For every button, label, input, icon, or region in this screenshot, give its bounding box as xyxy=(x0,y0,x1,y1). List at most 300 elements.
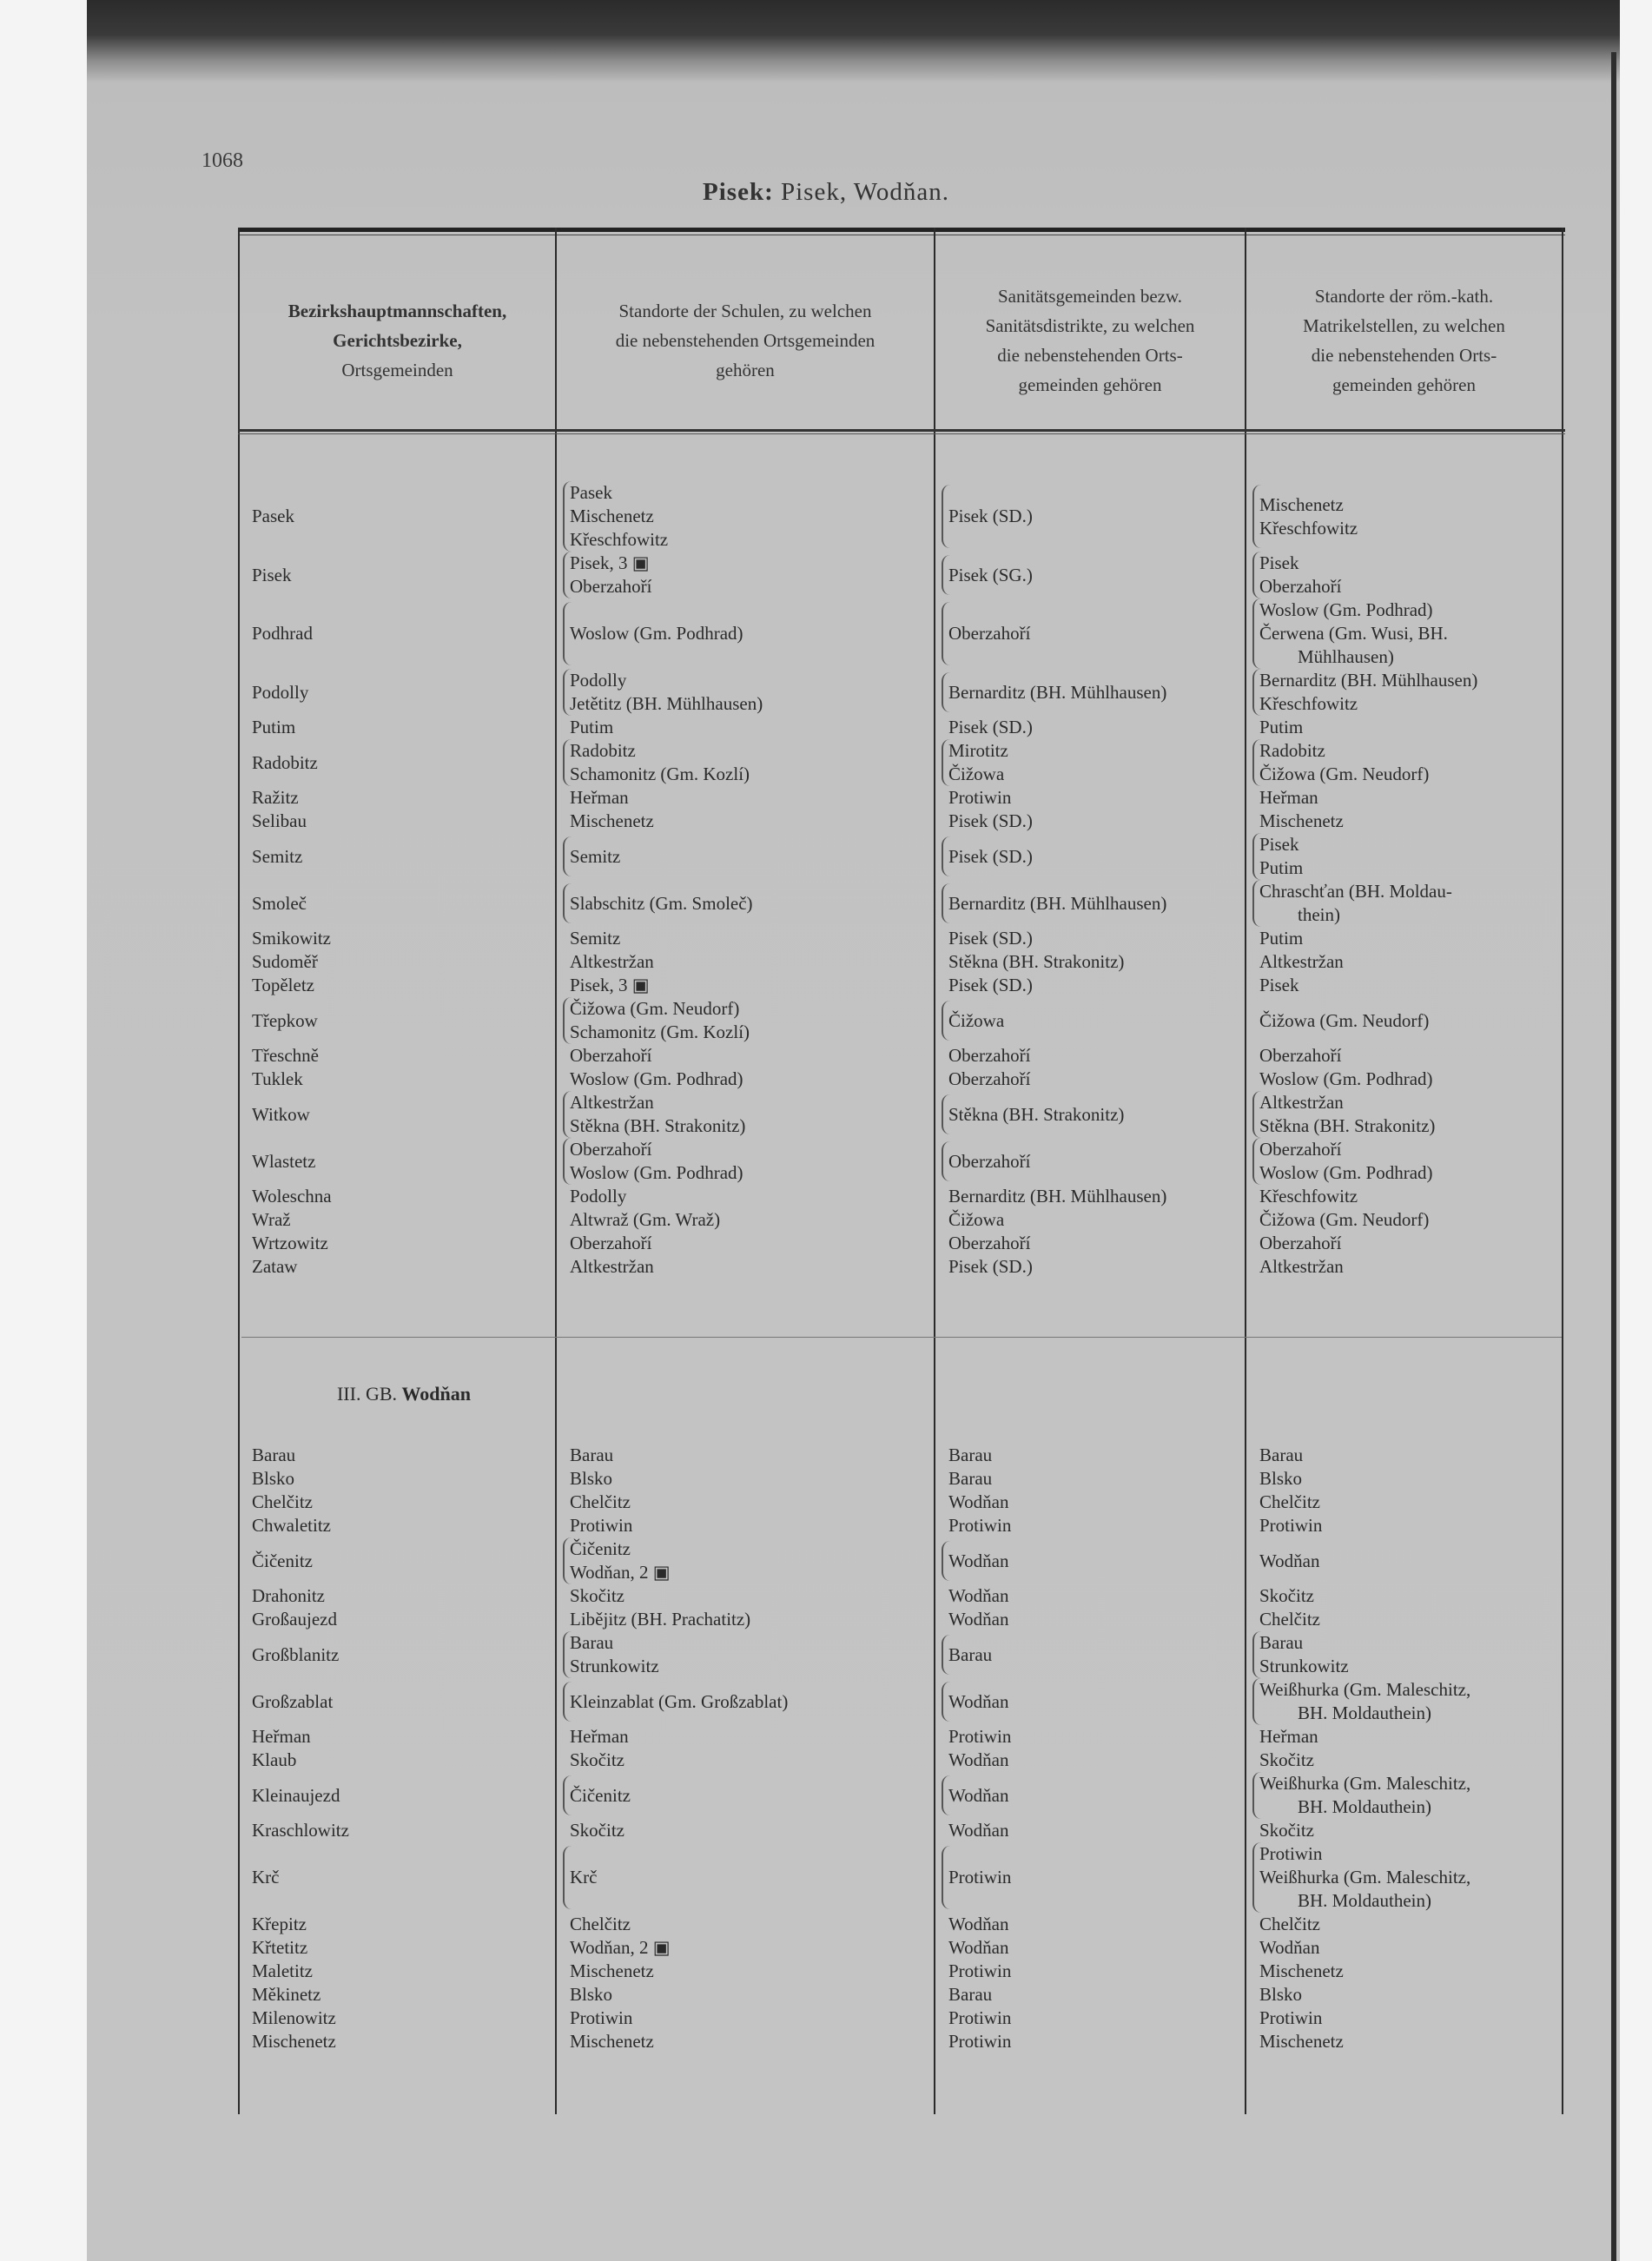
line-group xyxy=(570,2006,935,2030)
header-matrikel xyxy=(1246,262,1562,419)
line-group xyxy=(948,1185,1244,1208)
entry-line: Bernarditz (BH. Mühlhausen) xyxy=(948,681,1167,703)
entry-line: Křeschfowitz xyxy=(1259,693,1358,714)
table-row xyxy=(238,716,1565,739)
gemeinde-name: Putim xyxy=(252,717,296,737)
brace-group xyxy=(942,672,1244,712)
sanitary-cell xyxy=(948,1936,1244,1960)
entry-line: Protiwin xyxy=(1259,1843,1323,1864)
parish-cell xyxy=(1259,1631,1559,1678)
gemeinde-cell xyxy=(252,950,556,974)
brace-group xyxy=(1252,1842,1559,1913)
parish-cell xyxy=(1259,974,1559,997)
sanitary-cell xyxy=(948,1467,1244,1491)
header-line: Sanitätsgemeinden bezw. xyxy=(997,286,1183,307)
gemeinde-name: Maletitz xyxy=(252,1960,313,1981)
entry-line: Wodňan xyxy=(1259,1550,1320,1571)
sanitary-cell xyxy=(948,1842,1244,1913)
table-row xyxy=(238,950,1565,974)
entry-line: Stěkna (BH. Strakonitz) xyxy=(1259,1115,1436,1136)
line-group xyxy=(1259,1068,1559,1091)
title-rest: Pisek, Wodňan. xyxy=(773,178,949,206)
entry-line: Oberzahoří xyxy=(948,623,1031,644)
gemeinde-name: Zataw xyxy=(252,1256,298,1277)
gemeinde-name: Wraž xyxy=(252,1209,291,1230)
school-cell xyxy=(570,1983,935,2006)
line-group xyxy=(570,1936,935,1960)
school-cell xyxy=(570,1044,935,1068)
line-group xyxy=(570,1444,935,1467)
entry-line: Oberzahoří xyxy=(1259,1233,1342,1253)
school-cell xyxy=(570,1537,935,1584)
brace-group xyxy=(563,481,935,552)
sanitary-cell xyxy=(948,1913,1244,1936)
gemeinde-cell xyxy=(252,669,556,716)
entry-line: Křeschfowitz xyxy=(570,529,669,550)
entry-line: Stěkna (BH. Strakonitz) xyxy=(948,951,1125,972)
gemeinde-cell xyxy=(252,1772,556,1819)
entry-line: Protiwin xyxy=(570,1515,633,1536)
entry-line: Schamonitz (Gm. Kozlí) xyxy=(570,764,750,784)
entry-line: Putim xyxy=(1259,717,1304,737)
entry-line: Pisek (SD.) xyxy=(948,717,1033,737)
gemeinde-cell xyxy=(252,833,556,880)
gemeinde-cell xyxy=(252,1208,556,1232)
line-group xyxy=(1259,974,1559,997)
sanitary-cell xyxy=(948,1772,1244,1819)
header-rule-thin xyxy=(238,433,1565,434)
entry-line: Heřman xyxy=(570,1726,629,1747)
entry-line: Woslow (Gm. Podhrad) xyxy=(570,1068,743,1089)
gemeinde-name: Radobitz xyxy=(252,751,318,773)
parish-cell xyxy=(1259,1842,1559,1913)
header-line: Ortsgemeinden xyxy=(341,360,453,380)
parish-cell xyxy=(1259,669,1559,716)
entry-line: Čičenitz xyxy=(570,1538,631,1559)
parish-cell xyxy=(1259,716,1559,739)
entry-line: Blsko xyxy=(1259,1984,1303,2005)
entry-line: Oberzahoří xyxy=(948,1233,1031,1253)
gemeinde-name: Sudoměř xyxy=(252,951,318,972)
gemeinde-name: Großzablat xyxy=(252,1690,334,1712)
gemeinde-cell xyxy=(252,552,556,598)
school-cell xyxy=(570,1444,935,1467)
sanitary-cell xyxy=(948,786,1244,810)
school-cell xyxy=(570,1068,935,1091)
parish-cell xyxy=(1259,1208,1559,1232)
sanitary-cell xyxy=(948,1960,1244,1983)
section-name: Wodňan xyxy=(401,1383,472,1405)
brace-group xyxy=(942,1094,1244,1134)
parish-cell xyxy=(1259,1514,1559,1537)
gemeinde-name: Großblanitz xyxy=(252,1643,340,1665)
sanitary-cell xyxy=(948,1255,1244,1279)
entry-line: Pisek (SD.) xyxy=(948,975,1033,995)
entry-line: Woslow (Gm. Podhrad) xyxy=(570,1162,743,1183)
entry-line: Chelčitz xyxy=(570,1491,631,1512)
page-title xyxy=(0,178,1652,207)
line-group xyxy=(1259,1749,1559,1772)
table-row xyxy=(238,1091,1565,1138)
line-group xyxy=(948,1491,1244,1514)
entry-line: Mischenetz xyxy=(1259,1960,1344,1981)
table-row xyxy=(238,669,1565,716)
brace-group xyxy=(942,1846,1244,1909)
school-cell xyxy=(570,1208,935,1232)
sanitary-cell xyxy=(948,810,1244,833)
gemeinde-cell xyxy=(252,1491,556,1514)
line-group xyxy=(570,1185,935,1208)
sanitary-cell xyxy=(948,481,1244,552)
line-group xyxy=(948,1960,1244,1983)
school-cell xyxy=(570,786,935,810)
table-row xyxy=(238,1819,1565,1842)
school-cell xyxy=(570,810,935,833)
entry-line: Chelčitz xyxy=(1259,1491,1320,1512)
gemeinde-name: Woleschna xyxy=(252,1186,332,1207)
school-cell xyxy=(570,974,935,997)
parish-cell xyxy=(1259,1749,1559,1772)
entry-line: Chraschťan (BH. Moldau- xyxy=(1259,881,1452,902)
line-group xyxy=(1259,1960,1559,1983)
gemeinde-cell xyxy=(252,1091,556,1138)
entry-line: Chelčitz xyxy=(1259,1914,1320,1934)
parish-cell xyxy=(1259,552,1559,598)
line-group xyxy=(948,1725,1244,1749)
gemeinde-name: Blsko xyxy=(252,1468,295,1489)
entry-line: Altkestržan xyxy=(1259,951,1344,972)
line-group xyxy=(570,1608,935,1631)
gemeinde-cell xyxy=(252,1631,556,1678)
line-group xyxy=(570,950,935,974)
table-row xyxy=(238,880,1565,927)
brace-group xyxy=(1252,669,1559,716)
sanitary-cell xyxy=(948,1068,1244,1091)
gemeinde-cell xyxy=(252,1467,556,1491)
school-cell xyxy=(570,1936,935,1960)
school-cell xyxy=(570,1772,935,1819)
entry-line: Wodňan xyxy=(948,1585,1009,1606)
brace-group xyxy=(942,485,1244,548)
table-row xyxy=(238,1725,1565,1749)
parish-cell xyxy=(1259,1255,1559,1279)
brace-group xyxy=(942,883,1244,923)
gemeinde-name: Wlastetz xyxy=(252,1150,316,1172)
parish-cell xyxy=(1259,950,1559,974)
table-row xyxy=(238,786,1565,810)
entry-line: Bernarditz (BH. Mühlhausen) xyxy=(948,892,1167,914)
entry-line: Skočitz xyxy=(1259,1585,1314,1606)
school-cell xyxy=(570,1631,935,1678)
parish-cell xyxy=(1259,1138,1559,1185)
sanitary-cell xyxy=(948,1537,1244,1584)
section-divider xyxy=(241,1337,1562,1338)
table-row xyxy=(238,1842,1565,1913)
gemeinde-name: Pisek xyxy=(252,564,292,585)
table-row xyxy=(238,997,1565,1044)
parish-cell xyxy=(1259,786,1559,810)
brace-group xyxy=(563,669,935,716)
entry-line: Strunkowitz xyxy=(570,1656,659,1676)
sanitary-cell xyxy=(948,1491,1244,1514)
school-cell xyxy=(570,481,935,552)
brace-group xyxy=(563,997,935,1044)
parish-cell xyxy=(1259,1068,1559,1091)
entry-line: Barau xyxy=(1259,1632,1304,1653)
parish-cell xyxy=(1259,481,1559,552)
school-cell xyxy=(570,1913,935,1936)
gemeinde-name: Tuklek xyxy=(252,1068,303,1089)
entry-line: Protiwin xyxy=(1259,2007,1323,2028)
line-group xyxy=(570,1749,935,1772)
entry-line: Wodňan, 2 ▣ xyxy=(570,1562,671,1583)
sanitary-cell xyxy=(948,1091,1244,1138)
brace-group xyxy=(942,1001,1244,1041)
gemeinde-cell xyxy=(252,1936,556,1960)
entry-line: Protiwin xyxy=(948,787,1012,808)
entry-line: Protiwin xyxy=(570,2007,633,2028)
entry-line: Pisek (SD.) xyxy=(948,810,1033,831)
sanitary-cell xyxy=(948,1819,1244,1842)
entry-line: Protiwin xyxy=(948,1726,1012,1747)
sanitary-cell xyxy=(948,739,1244,786)
entry-line: Protiwin xyxy=(948,2007,1012,2028)
gemeinde-name: Großaujezd xyxy=(252,1609,337,1630)
table-row xyxy=(238,1185,1565,1208)
line-group xyxy=(948,1068,1244,1091)
entry-line: Mischenetz xyxy=(1259,2031,1344,2052)
parish-cell xyxy=(1259,739,1559,786)
entry-line: Schamonitz (Gm. Kozlí) xyxy=(570,1021,750,1042)
line-group xyxy=(570,1819,935,1842)
parish-cell xyxy=(1259,1044,1559,1068)
gemeinde-cell xyxy=(252,598,556,669)
entry-line: Skočitz xyxy=(570,1749,624,1770)
entry-line: Mischenetz xyxy=(570,506,654,526)
entry-line: Protiwin xyxy=(948,2031,1012,2052)
table-row xyxy=(238,1608,1565,1631)
parish-cell xyxy=(1259,1936,1559,1960)
gemeinde-name: Mischenetz xyxy=(252,2031,336,2052)
gemeinde-name: Wrtzowitz xyxy=(252,1233,328,1253)
gemeinde-name: Topěletz xyxy=(252,975,314,995)
line-group xyxy=(948,1467,1244,1491)
entry-line: Radobitz xyxy=(1259,740,1325,761)
entry-line: Pisek (SD.) xyxy=(948,1256,1033,1277)
school-cell xyxy=(570,1608,935,1631)
line-group xyxy=(570,1584,935,1608)
brace-group xyxy=(563,602,935,665)
brace-group xyxy=(942,555,1244,595)
entry-line: Oberzahoří xyxy=(1259,576,1342,597)
brace-group xyxy=(942,1541,1244,1581)
line-group xyxy=(948,1608,1244,1631)
sanitary-cell xyxy=(948,950,1244,974)
entry-line: Slabschitz (Gm. Smoleč) xyxy=(570,892,753,914)
table-row xyxy=(238,739,1565,786)
table-row xyxy=(238,1936,1565,1960)
entry-line: Čižowa (Gm. Neudorf) xyxy=(570,998,740,1019)
gemeinde-cell xyxy=(252,1514,556,1537)
parish-cell xyxy=(1259,880,1559,927)
gemeinde-name: Kleinaujezd xyxy=(252,1784,340,1806)
sanitary-cell xyxy=(948,1208,1244,1232)
line-group xyxy=(1259,1936,1559,1960)
parish-cell xyxy=(1259,598,1559,669)
entry-line: Barau xyxy=(948,1445,993,1465)
gemeinde-cell xyxy=(252,2030,556,2053)
line-group xyxy=(570,1044,935,1068)
gemeinde-cell xyxy=(252,1044,556,1068)
brace-group xyxy=(563,1138,935,1185)
line-group xyxy=(1259,1044,1559,1068)
brace-group xyxy=(563,1775,935,1815)
line-group xyxy=(1259,1550,1559,1573)
gemeinde-name: Smikowitz xyxy=(252,928,332,949)
entry-line: Mischenetz xyxy=(1259,493,1344,515)
school-cell xyxy=(570,880,935,927)
entry-line: Wodňan xyxy=(948,1491,1009,1512)
line-group xyxy=(570,1725,935,1749)
entry-line: Pisek, 3 ▣ xyxy=(570,975,650,995)
entry-line: Čičenitz xyxy=(570,1784,631,1806)
line-group xyxy=(1259,927,1559,950)
line-group xyxy=(948,1208,1244,1232)
entry-line: Wodňan xyxy=(948,1937,1009,1958)
entry-line: Kleinzablat (Gm. Großzablat) xyxy=(570,1690,789,1712)
gemeinde-cell xyxy=(252,1983,556,2006)
header-schulen xyxy=(557,262,934,419)
gemeinde-cell xyxy=(252,1068,556,1091)
school-cell xyxy=(570,833,935,880)
parish-cell xyxy=(1259,1444,1559,1467)
entry-line: Barau xyxy=(570,1632,614,1653)
line-group xyxy=(570,1232,935,1255)
line-group xyxy=(948,974,1244,997)
parish-cell xyxy=(1259,1584,1559,1608)
entry-line: Oberzahoří xyxy=(1259,1139,1342,1160)
line-group xyxy=(1259,1514,1559,1537)
entry-line: Křeschfowitz xyxy=(1259,517,1358,539)
gemeinde-name: Pasek xyxy=(252,506,294,526)
entry-line: Oberzahoří xyxy=(1259,1045,1342,1066)
header-line: Gerichtsbezirke, xyxy=(333,330,462,351)
entry-line: Čižowa (Gm. Neudorf) xyxy=(1259,1209,1430,1230)
gemeinde-name: Krč xyxy=(252,1867,280,1887)
table-row xyxy=(238,1537,1565,1584)
line-group xyxy=(948,1584,1244,1608)
entry-line: Wodňan xyxy=(948,1550,1009,1571)
entry-line: Čižowa xyxy=(948,764,1005,784)
header-rule xyxy=(238,429,1565,432)
table-row xyxy=(238,1491,1565,1514)
gemeinde-cell xyxy=(252,1960,556,1983)
gemeinde-cell xyxy=(252,1185,556,1208)
brace-group xyxy=(1252,739,1559,786)
entry-line: Wodňan xyxy=(948,1820,1009,1841)
brace-group xyxy=(563,883,935,923)
line-group xyxy=(948,1444,1244,1467)
header-line: gemeinden gehören xyxy=(1018,374,1162,395)
parish-cell xyxy=(1259,997,1559,1044)
line-group xyxy=(1259,1467,1559,1491)
school-cell xyxy=(570,1819,935,1842)
header-line: Bezirkshauptmannschaften, xyxy=(287,301,507,321)
entry-line: Oberzahoří xyxy=(570,1139,652,1160)
gemeinde-name: Barau xyxy=(252,1445,296,1465)
school-cell xyxy=(570,1255,935,1279)
gemeinde-cell xyxy=(252,974,556,997)
sanitary-cell xyxy=(948,1185,1244,1208)
sanitary-cell xyxy=(948,2030,1244,2053)
sanitary-cell xyxy=(948,669,1244,716)
gemeinde-cell xyxy=(252,1749,556,1772)
header-sanitaet xyxy=(935,262,1245,419)
line-group xyxy=(1259,1185,1559,1208)
line-group xyxy=(1259,1009,1559,1033)
parish-cell xyxy=(1259,1608,1559,1631)
line-group xyxy=(948,1514,1244,1537)
entry-line: Radobitz xyxy=(570,740,636,761)
line-group xyxy=(948,1232,1244,1255)
section-prefix: III. GB. xyxy=(336,1383,402,1405)
entry-line: Wodňan xyxy=(948,1690,1009,1712)
brace-group xyxy=(942,739,1244,786)
header-line: Standorte der Schulen, zu welchen xyxy=(618,301,872,321)
line-group xyxy=(1259,1584,1559,1608)
header-line: die nebenstehenden Orts- xyxy=(997,345,1183,366)
brace-group xyxy=(942,1682,1244,1722)
line-group xyxy=(1259,1232,1559,1255)
gemeinde-cell xyxy=(252,1232,556,1255)
entry-line: Barau xyxy=(948,1984,993,2005)
gemeinde-cell xyxy=(252,1537,556,1584)
entry-line: Pisek (SG.) xyxy=(948,564,1033,585)
parish-cell xyxy=(1259,1232,1559,1255)
sanitary-cell xyxy=(948,1044,1244,1068)
line-group xyxy=(570,927,935,950)
sanitary-cell xyxy=(948,880,1244,927)
school-cell xyxy=(570,2006,935,2030)
header-line: gehören xyxy=(716,360,775,380)
line-group xyxy=(570,974,935,997)
gemeinde-name: Milenowitz xyxy=(252,2007,336,2028)
entry-line: Pisek xyxy=(1259,552,1299,573)
entry-line: Weißhurka (Gm. Maleschitz, xyxy=(1259,1773,1471,1794)
parish-cell xyxy=(1259,1819,1559,1842)
brace-group xyxy=(1252,833,1559,880)
gemeinde-name: Smoleč xyxy=(252,892,307,914)
line-group xyxy=(570,786,935,810)
parish-cell xyxy=(1259,927,1559,950)
sanitary-cell xyxy=(948,598,1244,669)
entry-line: Stěkna (BH. Strakonitz) xyxy=(948,1103,1125,1125)
entry-line: Podolly xyxy=(570,670,627,691)
line-group xyxy=(1259,1819,1559,1842)
table-row xyxy=(238,1232,1565,1255)
school-cell xyxy=(570,1514,935,1537)
line-group xyxy=(948,1819,1244,1842)
line-group xyxy=(570,2030,935,2053)
entry-line: Oberzahoří xyxy=(948,1068,1031,1089)
line-group xyxy=(1259,2030,1559,2053)
entry-line: Pisek xyxy=(1259,975,1299,995)
entry-line: Woslow (Gm. Podhrad) xyxy=(570,623,743,644)
parish-cell xyxy=(1259,1091,1559,1138)
entry-line: Chelčitz xyxy=(570,1914,631,1934)
line-group xyxy=(1259,1913,1559,1936)
entry-line: BH. Moldauthein) xyxy=(1298,1796,1431,1817)
